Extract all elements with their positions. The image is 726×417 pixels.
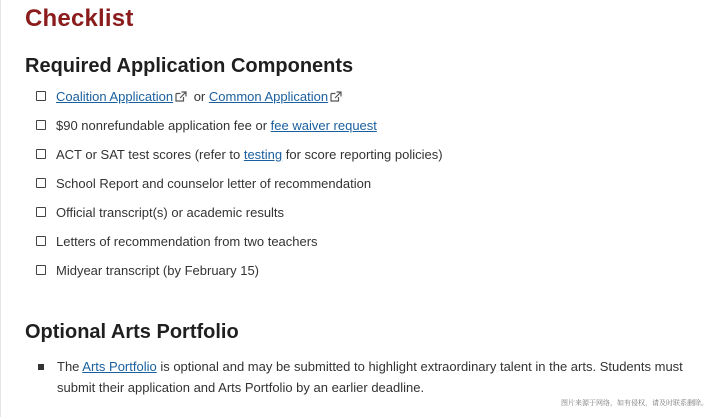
checkbox-icon[interactable] xyxy=(36,236,46,246)
tests-text-after: for score reporting policies) xyxy=(282,147,443,162)
fee-waiver-link[interactable]: fee waiver request xyxy=(270,118,377,133)
required-checklist xyxy=(36,88,443,291)
checklist-item-application xyxy=(36,88,443,117)
list-item xyxy=(38,356,722,398)
external-link-icon[interactable] xyxy=(330,91,342,102)
checklist-item-text: Official transcript(s) or academic results xyxy=(56,205,285,220)
checklist-item-tests xyxy=(36,146,443,175)
checkbox-icon[interactable] xyxy=(36,207,46,217)
left-divider xyxy=(0,0,1,417)
checklist-item-fee xyxy=(36,117,443,146)
optional-text-before: The xyxy=(57,359,83,374)
checkbox-icon[interactable] xyxy=(36,120,46,130)
or-text: or xyxy=(190,89,209,104)
common-application-link[interactable]: Common Application xyxy=(208,89,329,104)
checklist-item-teacher-letters xyxy=(36,233,443,262)
checkbox-icon[interactable] xyxy=(36,178,46,188)
page-title: Checklist xyxy=(25,5,134,32)
checklist-item-text xyxy=(56,146,443,164)
checklist-item-text: Midyear transcript (by February 15) xyxy=(56,263,260,278)
checklist-item-text: School Report and counselor letter of recommendation xyxy=(56,176,372,191)
required-components-heading: Required Application Components xyxy=(25,55,354,77)
checklist-item-school-report xyxy=(36,175,443,204)
checklist-item-text xyxy=(56,88,345,106)
checklist-item-text xyxy=(56,117,377,135)
checklist-item-text: Letters of recommendation from two teachers xyxy=(56,234,318,249)
checkbox-icon[interactable] xyxy=(36,265,46,275)
optional-text-after: is optional and may be submitted to highlight extraordinary talent in the arts. Students must submit their application and Arts Portfolio by an earlier deadline. xyxy=(57,359,683,395)
coalition-application-link[interactable]: Coalition Application xyxy=(56,89,174,104)
testing-link[interactable]: testing xyxy=(243,147,283,162)
optional-text xyxy=(57,356,722,398)
arts-portfolio-link[interactable]: Arts Portfolio xyxy=(82,359,157,374)
fee-text: $90 nonrefundable application fee or xyxy=(56,118,271,133)
checkbox-icon[interactable] xyxy=(36,91,46,101)
optional-list xyxy=(38,356,722,398)
checklist-item-transcript xyxy=(36,204,443,233)
tests-text-before: ACT or SAT test scores (refer to xyxy=(56,147,244,162)
watermark-text: 图片来源于网络，如有侵权，请及时联系删除。 xyxy=(561,400,708,407)
external-link-icon[interactable] xyxy=(175,91,187,102)
checklist-item-midyear xyxy=(36,262,443,291)
bullet-icon xyxy=(38,364,44,370)
optional-portfolio-heading: Optional Arts Portfolio xyxy=(25,321,239,343)
checkbox-icon[interactable] xyxy=(36,149,46,159)
